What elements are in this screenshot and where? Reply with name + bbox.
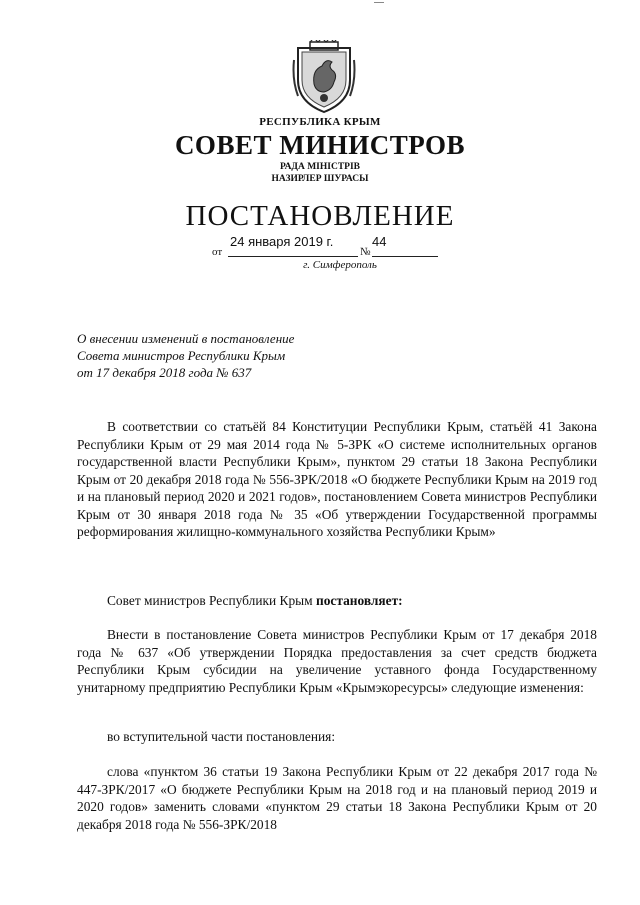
- subject-line: Совета министров Республики Крым: [77, 348, 286, 363]
- date-underline: [228, 256, 358, 257]
- replacement-paragraph: слова «пунктом 36 статьи 19 Закона Республики Крым от 22 декабря 2017 года № 447-ЗРК/2017 «О бюджете Республики Крым на 2018 год и на плановый период 2019 и 2020 годов» заменить словами «пунктом 29 статьи 18 Закона Республики Крым от 20 декабря 2018 года № 556-ЗРК/2018: [77, 764, 597, 832]
- resolution-paragraph: [77, 592, 597, 610]
- resolution-keyword: постановляет:: [315, 593, 403, 608]
- subject-line: О внесении изменений в постановление: [77, 331, 295, 346]
- crimea-coat-of-arms-icon: [292, 40, 356, 114]
- amendment-paragraph: Внести в постановление Совета министров Республики Крым от 17 декабря 2018 года № 637 «Об утверждении Порядка предоставления за счет средств бюджета Республики Крым субсидии на увеличение уставного фонда Государственному унитарному предприятию Республики Крым «Крымэкоресурсы» следующие изменения:: [77, 627, 597, 695]
- council-title: СОВЕТ МИНИСТРОВ: [174, 130, 466, 160]
- date-number-line: [212, 234, 442, 260]
- document-subject: [77, 330, 294, 381]
- council-title-crimean-tatar: НАЗИРЛЕР ШУРАСЫ: [271, 174, 369, 184]
- city-label: г. Симферополь: [303, 259, 377, 271]
- section-paragraph: во вступительной части постановления:: [107, 729, 336, 744]
- resolution-text: Совет министров Республики Крым: [107, 593, 316, 608]
- decree-date: 24 января 2019 г.: [230, 234, 334, 249]
- number-prefix: №: [360, 246, 371, 258]
- scan-mark: [374, 2, 384, 3]
- subject-line: от 17 декабря 2018 года № 637: [77, 365, 252, 380]
- number-underline: [372, 256, 438, 257]
- republic-title: РЕСПУБЛИКА КРЫМ: [259, 116, 381, 128]
- document-type-title: ПОСТАНОВЛЕНИЕ: [185, 200, 455, 232]
- preamble-paragraph: В соответствии со статьёй 84 Конституции Республики Крым, статьёй 41 Закона Республики Крым от 29 мая 2014 года № 5-ЗРК «О системе исполнительных органов государственной власти Республики Крым», пунктом 29 статьи 18 Закона Республики Крым от 20 декабря 2018 года № 556-ЗРК/2018 «О бюджете Республики Крым на 2019 год и на плановый период 2020 и 2021 годов», постановлением Совета министров Республики Крым от 30 января 2018 года № 35 «Об утверждении Государственной программы реформирования жилищно-коммунального хозяйства Республики Крым»: [77, 419, 597, 539]
- date-prefix: от: [212, 246, 223, 258]
- decree-number: 44: [372, 234, 387, 249]
- council-title-ukrainian: РАДА МІНІСТРІВ: [279, 162, 360, 172]
